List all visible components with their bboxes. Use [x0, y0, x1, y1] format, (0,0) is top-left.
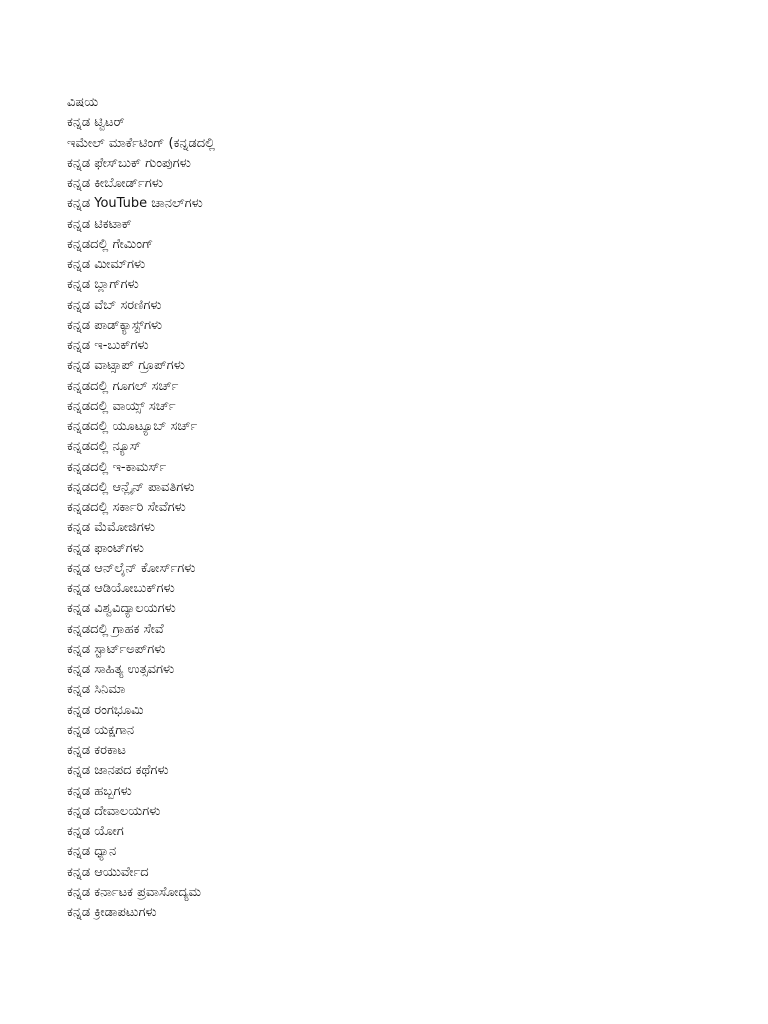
- list-item: ಕನ್ನಡ ಟ್ವಿಟರ್: [67, 115, 125, 131]
- list-item: ಕನ್ನಡ ಸಿನಿಮಾ: [67, 682, 126, 698]
- list-item: ಕನ್ನಡ ಯೋಗ: [67, 824, 124, 839]
- list-item: ಕನ್ನಡ YouTube ಚಾನಲ್‌ಗಳು: [67, 196, 203, 212]
- topic-list: [67, 93, 242, 923]
- list-item: ಕನ್ನಡ ಆಯುರ್ವೇದ: [67, 864, 149, 880]
- list-item: ಕನ್ನಡ ಬ್ಲಾಗ್‌ಗಳು: [67, 277, 139, 293]
- list-item: ಕನ್ನಡ ರಂಗಭೂಮಿ: [67, 702, 144, 718]
- list-item: ಕನ್ನಡ ವಾಟ್ಸಾಪ್ ಗ್ರೂಪ್‌ಗಳು: [67, 358, 185, 374]
- list-item: ಕನ್ನಡ ಕ್ರೀಡಾಪಟುಗಳು: [67, 905, 157, 920]
- list-item: ಕನ್ನಡ ಸ್ಟಾರ್ಟ್‌ಅಪ್‌ಗಳು: [67, 641, 166, 657]
- list-item: ಇಮೇಲ್ ಮಾರ್ಕೆಟಿಂಗ್ (ಕನ್ನಡದಲ್ಲಿ: [67, 135, 215, 151]
- list-item: ಕನ್ನಡ ಹಬ್ಬಗಳು: [67, 783, 132, 799]
- list-item: ಕನ್ನಡದಲ್ಲಿ ಆನ್ಲೈನ್ ಪಾವತಿಗಳು: [67, 479, 195, 495]
- list-item: ಕನ್ನಡ ಜಾನಪದ ಕಥೆಗಳು: [67, 763, 169, 779]
- list-item: ಕನ್ನಡದಲ್ಲಿ ಗೂಗಲ್ ಸರ್ಚ್: [67, 378, 179, 394]
- list-item: ಕನ್ನಡದಲ್ಲಿ ಗ್ರಾಹಕ ಸೇವೆ: [67, 621, 164, 637]
- list-item: ಕನ್ನಡ ಕರ್ನಾಟಕ ಪ್ರವಾಸೋದ್ಯಮ: [67, 884, 201, 900]
- list-item: ಕನ್ನಡ ವಿಶ್ವವಿದ್ಯಾಲಯಗಳು: [67, 601, 176, 617]
- list-item: ಕನ್ನಡದಲ್ಲಿ ಇ-ಕಾಮರ್ಸ್: [67, 459, 167, 475]
- list-header: ವಿಷಯ: [67, 95, 99, 110]
- list-item: ಕನ್ನಡದಲ್ಲಿ ಸರ್ಕಾರಿ ಸೇವೆಗಳು: [67, 500, 186, 515]
- list-item: ಕನ್ನಡದಲ್ಲಿ ಯೂಟ್ಯೂಬ್ ಸರ್ಚ್: [67, 419, 198, 434]
- list-item: ಕನ್ನಡ ಧ್ಯಾನ: [67, 844, 117, 860]
- list-item: ಕನ್ನಡ ಇ-ಬುಕ್‌ಗಳು: [67, 338, 149, 353]
- list-item: ಕನ್ನಡ ಕರಕಾಟ: [67, 743, 126, 758]
- list-item: ಕನ್ನಡ ಫಾಂಟ್‌ಗಳು: [67, 540, 144, 556]
- list-item: ಕನ್ನಡದಲ್ಲಿ ವಾಯ್ಸ್ ಸರ್ಚ್: [67, 398, 176, 414]
- list-item: ಕನ್ನಡ ವೆಬ್ ಸರಣಿಗಳು: [67, 297, 162, 313]
- list-item: ಕನ್ನಡ ಪಾಡ್‌ಕ್ಯಾಸ್ಟ್‌ಗಳು: [67, 317, 163, 333]
- list-item: ಕನ್ನಡದಲ್ಲಿ ಗೇಮಿಂಗ್: [67, 236, 154, 252]
- list-item: ಕನ್ನಡದಲ್ಲಿ ನ್ಯೂಸ್: [67, 439, 141, 455]
- list-item: ಕನ್ನಡ ಮೆಮೋಜಿಗಳು: [67, 520, 155, 536]
- list-item: ಕನ್ನಡ ಟಿಕಟಾಕ್: [67, 216, 132, 232]
- list-item: ಕನ್ನಡ ಯಕ್ಷಗಾನ: [67, 722, 135, 738]
- list-item: ಕನ್ನಡ ಸಾಹಿತ್ಯ ಉತ್ಸವಗಳು: [67, 662, 175, 677]
- list-item: ಕನ್ನಡ ಆಡಿಯೋಬುಕ್‌ಗಳು: [67, 581, 175, 596]
- list-item: ಕನ್ನಡ ಆನ್‌ಲೈನ್ ಕೋರ್ಸ್‌ಗಳು: [67, 560, 196, 576]
- list-item: ಕನ್ನಡ ಫೇಸ್‌ಬುಕ್ ಗುಂಪುಗಳು: [67, 155, 191, 171]
- list-item: ಕನ್ನಡ ಕೀಬೋರ್ಡ್‌ಗಳು: [67, 176, 163, 191]
- list-item: ಕನ್ನಡ ದೇವಾಲಯಗಳು: [67, 803, 161, 819]
- list-item: ಕನ್ನಡ ಮೀಮ್‌ಗಳು: [67, 257, 146, 272]
